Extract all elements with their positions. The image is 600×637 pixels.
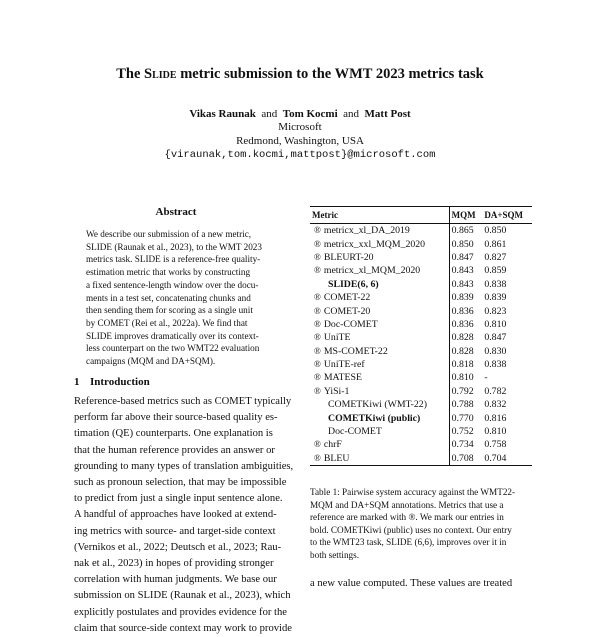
- da-sqm-value: 0.816: [484, 412, 507, 424]
- metric-name-cell: [310, 438, 449, 451]
- table-row: [310, 345, 532, 358]
- introduction-line: ing metrics with source- and target-side context: [74, 525, 276, 537]
- table-row: [310, 358, 532, 371]
- table-row: [310, 224, 532, 238]
- mqm-value: 0.770: [449, 411, 482, 424]
- author-name: Vikas Raunak: [189, 108, 256, 120]
- da-sqm-value: 0.838: [484, 359, 507, 371]
- metric-name-cell: [310, 345, 449, 358]
- metric-name: MS-COMET-22: [323, 345, 388, 357]
- caption-line: reference are marked with ®. We mark our entries in: [310, 512, 504, 523]
- paper-title: The Slide metric submission to the WMT 2023 metrics task: [116, 66, 484, 82]
- introduction-line: that the human reference provides an answer or: [74, 444, 275, 456]
- introduction-body: [74, 394, 296, 637]
- table-row: [310, 264, 532, 277]
- introduction-line: to predict from just a single input sentence alone.: [74, 493, 283, 505]
- author-emails: {viraunak,tom.kocmi,mattpost}@microsoft.com: [164, 149, 436, 161]
- abstract-line: ments in a test set, concatenating chunks and: [86, 292, 251, 303]
- right-column-text: a new value computed. These values are treated: [310, 578, 513, 589]
- metric-name-cell: [310, 358, 449, 371]
- affiliation: Microsoft Redmond, Washington, USA: [236, 121, 364, 147]
- da-sqm-value: 0.704: [484, 452, 507, 464]
- da-sqm-value: 0.830: [484, 345, 507, 357]
- da-sqm-value: 0.827: [484, 251, 507, 263]
- reference-mark-icon: ®: [314, 265, 321, 276]
- metric-name: COMETKiwi (public): [328, 412, 421, 424]
- metric-name-cell: [310, 237, 449, 250]
- author-name: Tom Kocmi: [282, 108, 338, 120]
- abstract-line: We describe our submission of a new metric,: [86, 229, 252, 239]
- table-caption: [310, 486, 534, 562]
- table-row: [310, 385, 532, 398]
- mqm-value: 0.810: [449, 371, 482, 384]
- mqm-value: 0.828: [449, 331, 482, 344]
- column-header-da-sqm: DA+SQM: [484, 210, 523, 220]
- metric-name: UniTE-ref: [323, 359, 365, 371]
- table-row: [310, 438, 532, 451]
- metric-name: chrF: [323, 439, 342, 451]
- reference-mark-icon: ®: [314, 225, 321, 236]
- metric-name-cell: [310, 304, 449, 317]
- author-list: Vikas Raunak and Tom Kocmi and Matt Post: [189, 108, 411, 120]
- mqm-value: 0.843: [449, 264, 482, 277]
- reference-mark-icon: ®: [314, 305, 321, 316]
- abstract-line: SLIDE (Raunak et al., 2023), to the WMT 2023: [86, 241, 262, 252]
- introduction-line: submission on SLIDE (Raunak et al., 2023), which: [74, 590, 291, 602]
- metric-name-cell: [310, 224, 449, 238]
- metric-name: metricx_xl_MQM_2020: [323, 265, 421, 277]
- mqm-value: 0.836: [449, 318, 482, 331]
- reference-mark-icon: ®: [314, 345, 321, 356]
- da-sqm-value: 0.839: [484, 292, 507, 304]
- da-sqm-value: 0.823: [484, 305, 507, 317]
- abstract-line: less counterpart on the two WMT22 evaluation: [86, 343, 260, 354]
- table-row: [310, 251, 532, 264]
- column-header-mqm: MQM: [449, 207, 482, 224]
- table-row: [310, 371, 532, 384]
- mqm-value: 0.847: [449, 251, 482, 264]
- reference-mark-icon: ®: [314, 439, 321, 450]
- table-row: [310, 398, 532, 411]
- da-sqm-value: -: [484, 372, 488, 384]
- abstract-line: SLIDE improves dramatically over its context-: [86, 330, 259, 341]
- abstract-line: campaigns (MQM and DA+SQM).: [86, 356, 216, 367]
- da-sqm-value: 0.810: [484, 318, 507, 330]
- metric-name: YiSi-1: [323, 385, 350, 397]
- reference-mark-icon: ®: [314, 238, 321, 249]
- metric-name-cell: [310, 452, 449, 466]
- metric-name: COMET-22: [323, 292, 371, 304]
- mqm-value: 0.843: [449, 278, 482, 291]
- column-header-metric: Metric: [312, 210, 338, 220]
- results-table: [310, 206, 532, 466]
- table-row: [310, 237, 532, 250]
- table-row: [310, 331, 532, 344]
- introduction-line: explicitly postulates and provides evidence for the: [74, 606, 287, 618]
- table-row: [310, 425, 532, 438]
- metric-name-cell: [310, 385, 449, 398]
- abstract-body: [86, 228, 286, 368]
- caption-line: to the WMT23 task, SLIDE (6,6), improves over it in: [310, 537, 507, 548]
- metric-name-cell: [310, 318, 449, 331]
- abstract-line: metrics task. SLIDE is a reference-free quality-: [86, 254, 261, 265]
- introduction-line: timation (QE) counterparts. One explanation is: [74, 428, 273, 440]
- abstract-line: a fixed sentence-length window over the docu-: [86, 279, 259, 290]
- table-row: [310, 291, 532, 304]
- metric-name-cell: [310, 251, 449, 264]
- da-sqm-value: 0.758: [484, 439, 507, 451]
- metric-name-cell: [310, 425, 449, 438]
- introduction-line: nak et al., 2023) in hopes of providing stronger: [74, 558, 274, 570]
- da-sqm-value: 0.850: [484, 225, 507, 237]
- metric-name: Doc-COMET: [323, 318, 378, 330]
- table-row: [310, 318, 532, 331]
- metric-name: COMET-20: [323, 305, 371, 317]
- mqm-value: 0.836: [449, 304, 482, 317]
- table-row: [310, 278, 532, 291]
- metric-name-cell: [310, 398, 449, 411]
- reference-mark-icon: ®: [314, 359, 321, 370]
- introduction-line: such as pronoun selection, that may be impossible: [74, 477, 287, 489]
- reference-mark-icon: ®: [314, 251, 321, 262]
- mqm-value: 0.792: [449, 385, 482, 398]
- mqm-value: 0.788: [449, 398, 482, 411]
- da-sqm-value: 0.832: [484, 399, 507, 411]
- introduction-line: Reference-based metrics such as COMET typically: [74, 396, 292, 407]
- mqm-value: 0.734: [449, 438, 482, 451]
- table-header-row: [310, 207, 532, 224]
- reference-mark-icon: ®: [314, 385, 321, 396]
- table-row: [310, 411, 532, 424]
- metric-name: metricx_xxl_MQM_2020: [323, 238, 426, 250]
- metric-name-cell: [310, 331, 449, 344]
- mqm-value: 0.850: [449, 237, 482, 250]
- introduction-line: perform far above their source-based quality es-: [74, 412, 278, 424]
- mqm-value: 0.865: [449, 224, 482, 238]
- mqm-value: 0.818: [449, 358, 482, 371]
- metric-name: metricx_xl_DA_2019: [323, 225, 410, 237]
- abstract-line: then sending them for scoring as a single unit: [86, 305, 253, 316]
- reference-mark-icon: ®: [314, 372, 321, 383]
- reference-mark-icon: ®: [314, 318, 321, 329]
- caption-line: Table 1: Pairwise system accuracy against the WMT22-: [310, 487, 516, 497]
- metric-name: UniTE: [323, 332, 351, 344]
- caption-line: MQM and DA+SQM annotations. Metrics that use a: [310, 499, 504, 510]
- da-sqm-value: 0.861: [484, 238, 507, 250]
- metric-name: BLEU: [323, 452, 350, 464]
- metric-name: Doc-COMET: [328, 426, 382, 438]
- da-sqm-value: 0.859: [484, 265, 507, 277]
- caption-line: bold. COMETKiwi (public) uses no context. Our entry: [310, 524, 512, 535]
- abstract-heading: Abstract: [155, 206, 197, 218]
- mqm-value: 0.839: [449, 291, 482, 304]
- reference-mark-icon: ®: [314, 452, 321, 463]
- da-sqm-value: 0.838: [484, 278, 507, 290]
- da-sqm-value: 0.782: [484, 385, 507, 397]
- metric-name: BLEURT-20: [323, 251, 374, 263]
- reference-mark-icon: ®: [314, 332, 321, 343]
- da-sqm-value: 0.847: [484, 332, 507, 344]
- introduction-line: A handful of approaches have looked at extend-: [74, 509, 277, 521]
- abstract-line: estimation metric that works by constructing: [86, 267, 251, 278]
- metric-name-cell: [310, 411, 449, 424]
- da-sqm-value: 0.810: [484, 426, 507, 438]
- metric-name: COMETKiwi (WMT-22): [328, 399, 427, 411]
- reference-mark-icon: ®: [314, 292, 321, 303]
- abstract-line: by COMET (Rei et al., 2022a). We find that: [86, 317, 248, 328]
- author-name: Matt Post: [364, 108, 411, 120]
- section-heading-introduction: 1 Introduction: [74, 376, 150, 388]
- metric-name-cell: [310, 291, 449, 304]
- introduction-line: claim that source-side context may work to provide: [74, 622, 292, 634]
- mqm-value: 0.828: [449, 345, 482, 358]
- mqm-value: 0.708: [449, 452, 482, 466]
- metric-name-cell: [310, 371, 449, 384]
- metric-name-cell: [310, 278, 449, 291]
- mqm-value: 0.752: [449, 425, 482, 438]
- metric-name-cell: [310, 264, 449, 277]
- table-row: [310, 304, 532, 317]
- table-row: [310, 452, 532, 466]
- metric-name: MATESE: [323, 372, 362, 384]
- introduction-line: grounding to many types of translation ambiguities,: [74, 460, 294, 472]
- introduction-line: (Vernikos et al., 2022; Deutsch et al., 2023; Rau-: [74, 541, 282, 553]
- caption-line: both settings.: [310, 549, 360, 560]
- introduction-line: correlation with human judgments. We base our: [74, 574, 277, 586]
- metric-name: SLIDE(6, 6): [328, 278, 379, 290]
